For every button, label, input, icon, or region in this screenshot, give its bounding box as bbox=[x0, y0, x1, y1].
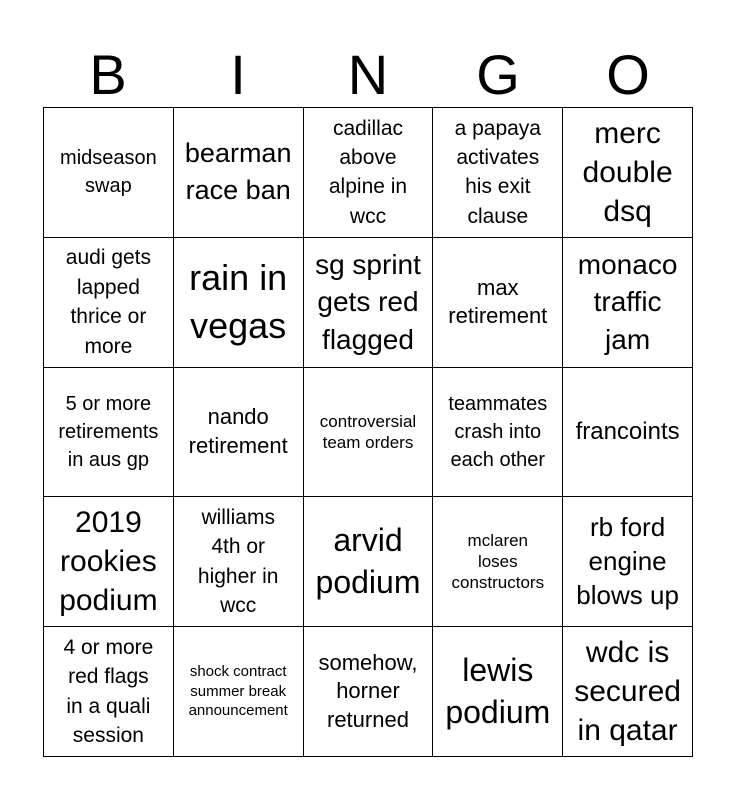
bingo-cell[interactable] bbox=[174, 627, 304, 757]
cell-text: a papaya activates his exit clause bbox=[454, 116, 541, 228]
bingo-cell[interactable] bbox=[433, 497, 563, 627]
cell-text: 5 or more retirements in aus gp bbox=[58, 392, 159, 471]
cell-text: shock contract summer break announcement bbox=[188, 663, 288, 720]
cell-text: sg sprint gets red flagged bbox=[315, 248, 421, 356]
cell-text: rb ford engine blows up bbox=[576, 512, 679, 610]
bingo-cell[interactable] bbox=[563, 368, 693, 498]
bingo-cell[interactable] bbox=[433, 108, 563, 238]
bingo-cell[interactable] bbox=[174, 368, 304, 498]
cell-text: 4 or more red flags in a quali session bbox=[63, 635, 154, 747]
cell-text: audi gets lapped thrice or more bbox=[65, 246, 152, 358]
bingo-cell[interactable] bbox=[44, 238, 174, 368]
cell-text: 2019 rookies podium bbox=[59, 506, 158, 618]
bingo-cell[interactable] bbox=[304, 238, 434, 368]
cell-text: somehow, horner returned bbox=[318, 649, 418, 732]
bingo-cell[interactable] bbox=[563, 238, 693, 368]
cell-text: mclaren loses constructors bbox=[451, 530, 545, 593]
bingo-board bbox=[43, 107, 693, 757]
bingo-cell[interactable] bbox=[174, 108, 304, 238]
header-letter-b: B bbox=[89, 43, 127, 106]
bingo-cell[interactable] bbox=[44, 497, 174, 627]
bingo-cell[interactable] bbox=[304, 627, 434, 757]
bingo-cell[interactable] bbox=[174, 497, 304, 627]
cell-text: controversial team orders bbox=[319, 411, 417, 452]
cell-text: williams 4th or higher in wcc bbox=[197, 506, 279, 618]
bingo-cell[interactable] bbox=[433, 238, 563, 368]
cell-text: lewis podium bbox=[445, 652, 551, 730]
cell-text: rain in vegas bbox=[189, 256, 288, 347]
header-letter-n: N bbox=[347, 43, 389, 106]
bingo-cell[interactable] bbox=[563, 108, 693, 238]
bingo-cell[interactable] bbox=[44, 108, 174, 238]
cell-text: nando retirement bbox=[188, 404, 288, 458]
cell-text: cadillac above alpine in wcc bbox=[328, 116, 408, 228]
bingo-cell[interactable] bbox=[304, 368, 434, 498]
cell-text: monaco traffic jam bbox=[577, 248, 678, 356]
cell-text: teammates crash into each other bbox=[448, 392, 548, 471]
bingo-cell[interactable] bbox=[174, 238, 304, 368]
header-letter-g: G bbox=[476, 43, 520, 106]
cell-text: arvid podium bbox=[315, 522, 421, 600]
bingo-header bbox=[43, 42, 693, 108]
cell-text: midseason swap bbox=[60, 147, 157, 198]
header-letter-i: I bbox=[230, 43, 246, 106]
bingo-cell[interactable] bbox=[44, 627, 174, 757]
bingo-cell[interactable] bbox=[44, 368, 174, 498]
cell-text: wdc is secured in qatar bbox=[574, 636, 681, 748]
bingo-cell[interactable] bbox=[433, 627, 563, 757]
header-letter-o: O bbox=[606, 43, 650, 106]
bingo-cell[interactable] bbox=[304, 497, 434, 627]
cell-text: francoints bbox=[575, 417, 680, 445]
cell-text: max retirement bbox=[448, 274, 548, 329]
cell-text: bearman race ban bbox=[184, 137, 292, 206]
bingo-cell[interactable] bbox=[433, 368, 563, 498]
bingo-cell[interactable] bbox=[563, 627, 693, 757]
bingo-cell[interactable] bbox=[304, 108, 434, 238]
bingo-cell[interactable] bbox=[563, 497, 693, 627]
cell-text: merc double dsq bbox=[582, 116, 673, 228]
